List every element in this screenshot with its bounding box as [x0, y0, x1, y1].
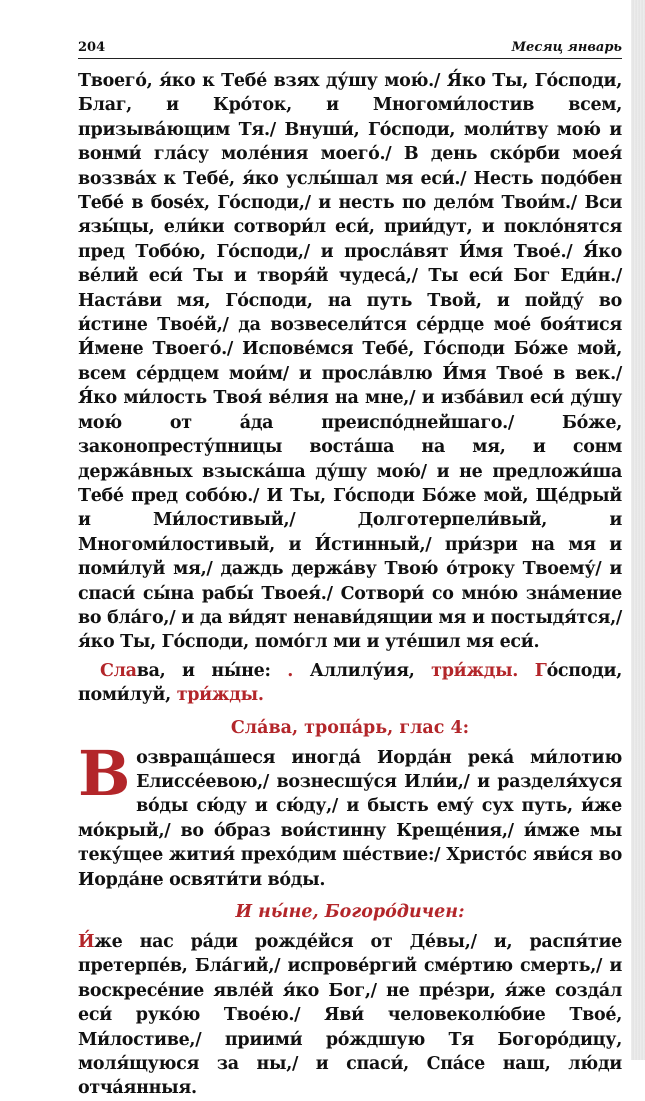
troparion-heading: Сла́ва, тропа́рь, глас 4:	[230, 717, 470, 738]
rubric-mark: .	[287, 660, 294, 681]
troparion-text: озвраща́шеся иногда́ Иорда́н река́ ми́лотию Елиссе́евою,/ вознесшу́ся Или́и,/ и разделя́хуся во́ды сю́ду и сю́ду,/ и бысть ему́ сух путь, и́же мо́крый,/ во о́браз вои́стинну Креще́ния,/ и́мже мы теку́щее жития́ прехо́дим ше́ствие:/ Христо́с яви́ся во Иорда́не освяти́ти во́ды.	[78, 747, 622, 890]
alleluia-text: Аллилу́ия,	[309, 660, 415, 681]
troparion-block	[78, 736, 622, 892]
theotokion-text: же нас ра́ди рожде́йся от Де́вы,/ и, распя́тие претерпе́в, Бла́гий,/ испрове́ргий сме́ртию смерть,/ и воскресе́ние явле́й я́ко Бог,/ не пре́зри, я́же созда́л еси́ руко́ю Твое́ю./ Яви́ человеколю́бие Твое́, Ми́лостиве,/ приими́ ро́ждшую Тя Богоро́дицу, моля́щуюся за ны,/ и спаси́, Спа́се наш, лю́ди отча́янныя.	[78, 932, 622, 1099]
glory-text: ва, и ны́не:	[136, 660, 271, 681]
book-page	[78, 40, 622, 1101]
psalm-text-block	[78, 69, 622, 655]
theotokion-initial: И́	[78, 932, 95, 952]
psalm-text: Твоего́, я́ко к Тебе́ взях ду́шу мою́./ Я́ко Ты, Го́споди, Благ, и Кро́ток, и Многоми́лостив всем, призыва́ющим Тя./ Внуши́, Го́споди, моли́тву мою́ и вонми́ гла́су моле́ния моего́./ В день ско́рби моея́ воззва́х к Тебе́, я́ко услы́шал мя еси́./ Несть подо́бен Тебе́ в боѕе́х, Го́споди,/ и несть по дело́м Твои́м./ Вси язы́цы, ели́ки сотвори́л еси́, прии́дут, и покло́нятся пред Тобо́ю, Го́споди,/ и просла́вят И́мя Твое́./ Я́ко ве́лий еси́ Ты и творя́й чудеса́,/ Ты еси́ Бог Еди́н./ Наста́ви мя, Го́споди, на путь Твой, и пойду́ во и́стине Твое́й,/ да возвесели́тся се́рдце мое́ боя́тися И́мене Твоего́./ Испове́мся Тебе́, Го́споди Бо́же мой, всем се́рдцем мои́м/ и просла́влю И́мя Твое́ в век./ Я́ко ми́лость Твоя́ ве́лия на мне,/ и изба́вил еси́ ду́шу мою́ от а́да преиспо́днейшаго./ Бо́же, законопресту́пницы воста́ша на мя, и сонм держа́вных взыска́ша ду́шу мою́/ и не предложи́ша Тебе́ пред собо́ю./ И Ты, Го́споди Бо́же мой, Ще́дрый и Ми́лостивый,/ Долготерпели́вый, и Многоми́лостивый, и И́стинный,/ при́зри на мя и поми́луй мя,/ даждь держа́ву Твою́ о́троку Твоему́/ и спаси́ сы́на рабы́ Твоея́./ Сотвори́ со мно́ю зна́мение во бла́го,/ и да ви́дят ненави́дящии мя и постыдя́тся,/ я́ко Ты, Го́споди, помо́гл ми и уте́шил мя еси́.	[78, 71, 622, 653]
theotokion-heading: И ны́не, Богоро́дичен:	[235, 902, 465, 922]
theotokion-block	[78, 930, 622, 1101]
page-edge-decoration	[631, 0, 645, 1060]
page-number: 204	[78, 40, 106, 55]
running-header	[78, 40, 622, 59]
glory-line	[78, 659, 622, 708]
running-title: Месяц январь	[511, 40, 622, 55]
troparion-drop-cap: В	[78, 736, 131, 810]
thrice-rubric-1: три́жды.	[431, 660, 519, 681]
lord-initial: Г	[534, 660, 547, 681]
lord-have-mercy-text: о́споди, поми́луй,	[78, 660, 623, 706]
glory-initial: Сла	[100, 660, 137, 681]
thrice-rubric-2: три́жды.	[176, 685, 264, 706]
